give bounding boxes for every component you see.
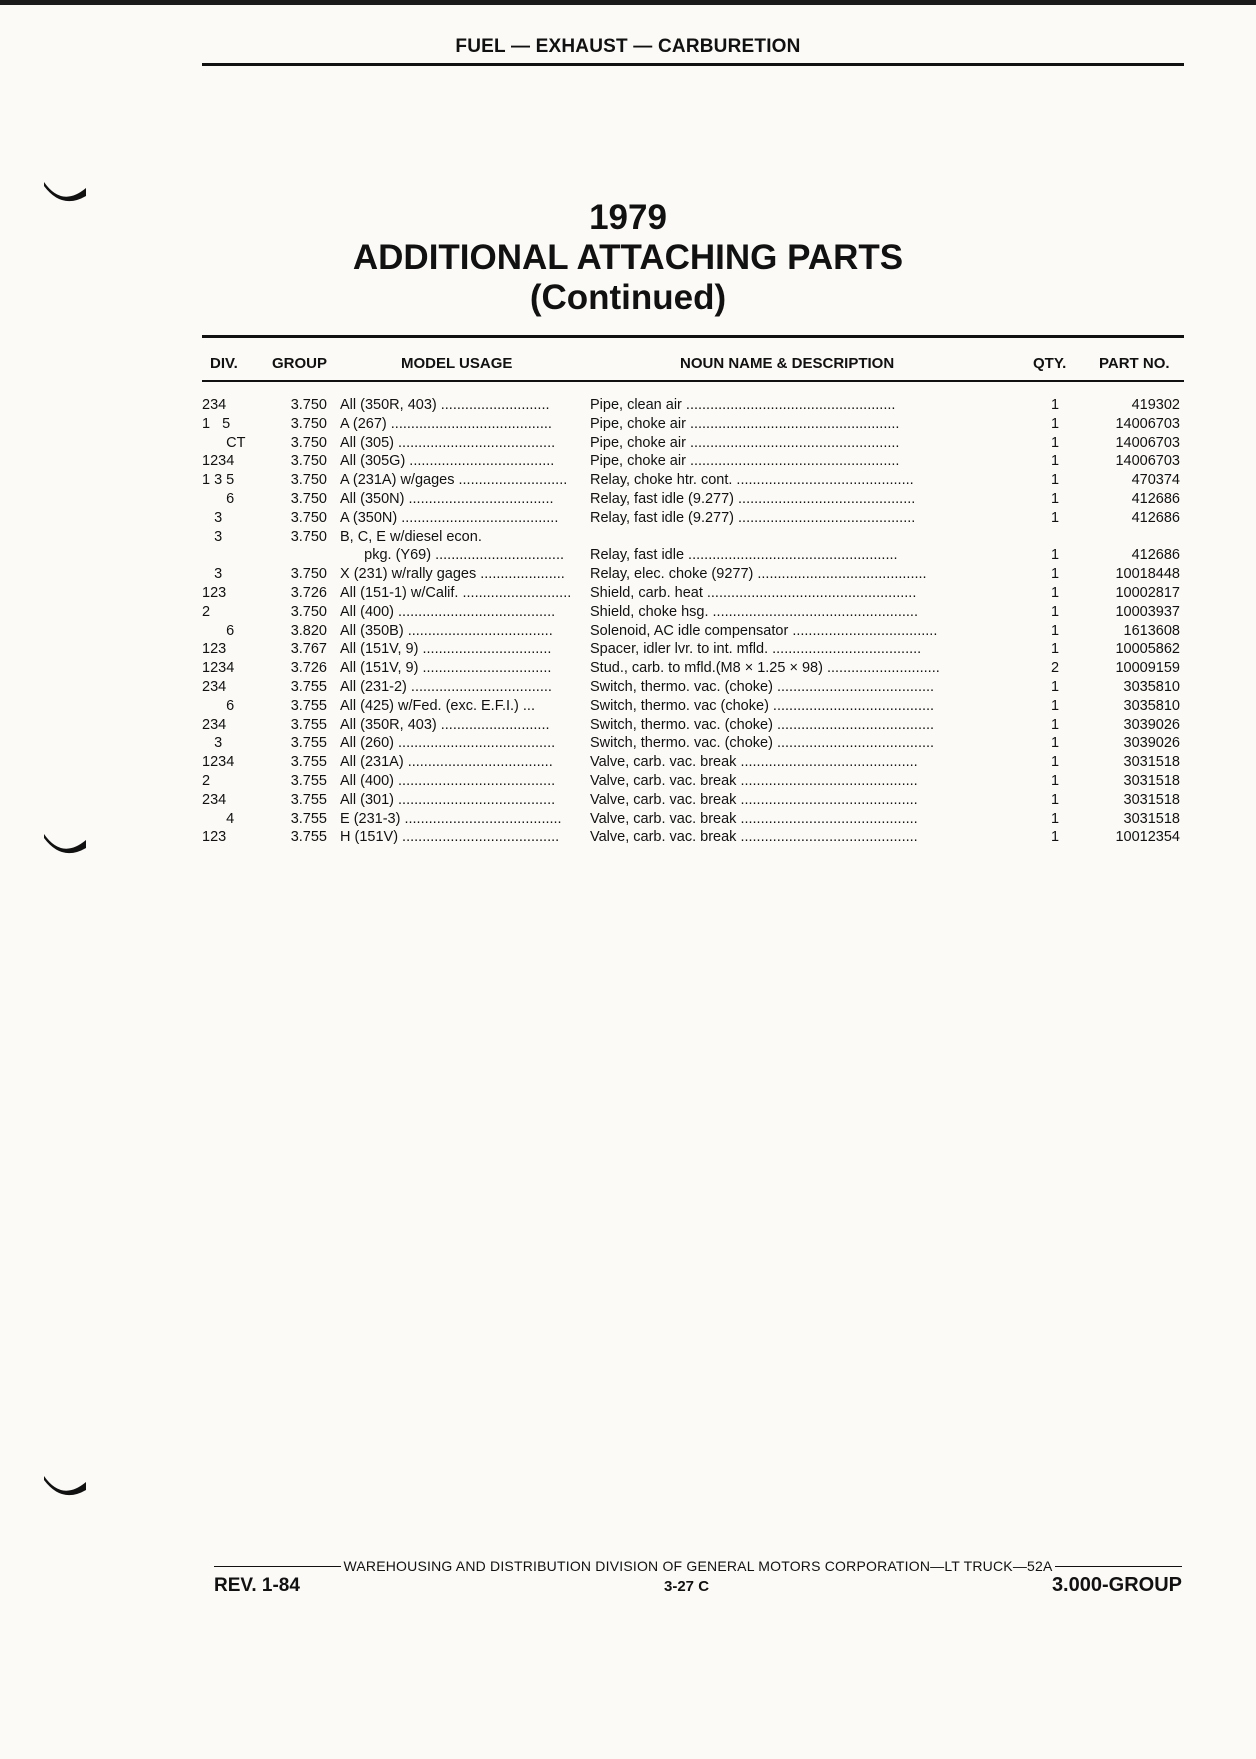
cell-description: Valve, carb. vac. break ............................................ <box>590 810 918 827</box>
table-row <box>0 697 1256 716</box>
cell-qty: 2 <box>1050 660 1060 677</box>
table-row <box>0 791 1256 810</box>
cell-model-usage: E (231-3) ....................................... <box>340 810 562 827</box>
cell-part-no: 10012354 <box>1115 829 1180 846</box>
cell-group: 3.726 <box>290 660 327 677</box>
cell-div: 1 3 5 <box>202 472 235 489</box>
cell-description: Pipe, choke air .................................................... <box>590 453 900 470</box>
cell-model-usage: X (231) w/rally gages ..................... <box>340 566 565 583</box>
cell-qty: 1 <box>1050 490 1060 507</box>
footer-page-number: 3-27 C <box>664 1578 710 1595</box>
table-row <box>0 603 1256 622</box>
table-row <box>0 528 1256 547</box>
cell-group: 3.755 <box>290 716 327 733</box>
cell-qty: 1 <box>1050 622 1060 639</box>
cell-model-usage: All (151V, 9) ................................ <box>340 641 552 658</box>
cell-part-no: 14006703 <box>1115 434 1180 451</box>
cell-model-usage: All (231A) .................................... <box>340 754 553 771</box>
cell-group: 3.750 <box>290 397 327 413</box>
cell-div: 1234 <box>202 660 235 677</box>
cell-group: 3.755 <box>290 678 327 695</box>
cell-div: CT <box>202 434 246 451</box>
cell-part-no: 10009159 <box>1115 660 1180 677</box>
cell-group: 3.755 <box>290 754 327 771</box>
footer-publisher: WAREHOUSING AND DISTRIBUTION DIVISION OF GENERAL MOTORS CORPORATION—LT TRUCK—52A <box>343 1558 1053 1574</box>
cell-div: 123 <box>202 641 227 658</box>
cell-model-usage: All (350B) .................................... <box>340 622 553 639</box>
table-row <box>0 546 1256 565</box>
cell-part-no: 3031518 <box>1123 754 1180 771</box>
cell-description: Relay, fast idle (9.277) ............................................ <box>590 509 916 526</box>
table-row <box>0 490 1256 509</box>
cell-qty: 1 <box>1050 678 1060 695</box>
page-top-edge <box>0 0 1256 5</box>
header-description: NOUN NAME & DESCRIPTION <box>680 355 895 372</box>
cell-description: Valve, carb. vac. break ............................................ <box>590 772 918 789</box>
cell-description: Switch, thermo. vac (choke) ........................................ <box>590 697 935 714</box>
cell-group: 3.820 <box>290 622 327 639</box>
cell-description: Spacer, idler lvr. to int. mfld. ..................................... <box>590 641 922 658</box>
page-title <box>0 198 1256 318</box>
cell-part-no: 14006703 <box>1115 453 1180 470</box>
cell-div: 123 <box>202 829 227 846</box>
cell-div: 3 <box>202 509 223 526</box>
cell-part-no: 412686 <box>1131 547 1180 564</box>
cell-model-usage: All (400) ....................................... <box>340 772 556 789</box>
table-row <box>0 434 1256 453</box>
cell-description: Valve, carb. vac. break ............................................ <box>590 791 918 808</box>
cell-div: 3 <box>202 528 223 545</box>
cell-group: 3.750 <box>290 490 327 507</box>
cell-description: Pipe, choke air .................................................... <box>590 434 900 451</box>
cell-qty: 1 <box>1050 434 1060 451</box>
cell-div: 234 <box>202 791 227 808</box>
cell-model-usage: All (231-2) ................................... <box>340 678 552 695</box>
table-row <box>0 415 1256 434</box>
cell-div: 4 <box>202 810 235 827</box>
table-row <box>0 734 1256 753</box>
cell-description: Relay, fast idle (9.277) ............................................ <box>590 490 916 507</box>
cell-description: Stud., carb. to mfld.(M8 × 1.25 × 98) ............................ <box>590 660 940 677</box>
table-row <box>0 622 1256 641</box>
table-row <box>0 584 1256 603</box>
footer-rule-right <box>1055 1566 1182 1567</box>
cell-part-no: 412686 <box>1131 509 1180 526</box>
table-row <box>0 471 1256 490</box>
table-row <box>0 452 1256 471</box>
cell-div: 3 <box>202 735 223 752</box>
cell-part-no: 10003937 <box>1115 603 1180 620</box>
cell-qty: 1 <box>1050 584 1060 601</box>
footer-group: 3.000-GROUP <box>1051 1574 1182 1596</box>
cell-part-no: 1613608 <box>1123 622 1180 639</box>
table-row <box>0 678 1256 697</box>
cell-group: 3.750 <box>290 509 327 526</box>
cell-group: 3.755 <box>290 772 327 789</box>
cell-qty: 1 <box>1050 791 1060 808</box>
footer-revision: REV. 1-84 <box>214 1575 300 1596</box>
cell-group: 3.726 <box>290 584 327 601</box>
cell-part-no: 3031518 <box>1123 791 1180 808</box>
cell-group: 3.750 <box>290 528 327 545</box>
cell-qty: 1 <box>1050 397 1060 413</box>
cell-model-usage: All (400) ....................................... <box>340 603 556 620</box>
cell-qty: 1 <box>1050 566 1060 583</box>
table-row <box>0 716 1256 735</box>
cell-part-no: 3035810 <box>1123 678 1180 695</box>
title-sub: (Continued) <box>529 278 727 317</box>
cell-model-usage: All (350N) .................................... <box>340 490 554 507</box>
cell-part-no: 3031518 <box>1123 810 1180 827</box>
parts-table <box>0 396 1256 847</box>
cell-model-usage: All (301) ....................................... <box>340 791 556 808</box>
cell-part-no: 10002817 <box>1115 584 1180 601</box>
cell-model-usage: pkg. (Y69) ................................ <box>340 547 565 564</box>
cell-description: Relay, fast idle .................................................... <box>590 547 898 564</box>
cell-div: 123 <box>202 584 227 601</box>
cell-div: 234 <box>202 716 227 733</box>
cell-group: 3.755 <box>290 735 327 752</box>
cell-description: Shield, choke hsg. ................................................... <box>590 603 918 620</box>
header-rule <box>202 63 1184 66</box>
cell-model-usage: All (260) ....................................... <box>340 735 556 752</box>
cell-description: Pipe, choke air .................................................... <box>590 415 900 432</box>
cell-group: 3.750 <box>290 453 327 470</box>
cell-description: Relay, elec. choke (9277) .......................................... <box>590 566 927 583</box>
table-top-rule <box>202 335 1184 338</box>
table-row <box>0 828 1256 847</box>
cell-div: 6 <box>202 697 235 714</box>
cell-qty: 1 <box>1050 810 1060 827</box>
table-row <box>0 509 1256 528</box>
cell-group: 3.755 <box>290 810 327 827</box>
header-part-no: PART NO. <box>1099 355 1170 372</box>
cell-qty: 1 <box>1050 735 1060 752</box>
cell-group: 3.750 <box>290 603 327 620</box>
cell-model-usage: B, C, E w/diesel econ. <box>340 528 482 545</box>
header-model-usage: MODEL USAGE <box>401 355 513 372</box>
cell-description: Solenoid, AC idle compensator .................................... <box>590 622 938 639</box>
cell-div: 1234 <box>202 453 235 470</box>
cell-model-usage: All (151V, 9) ................................ <box>340 660 552 677</box>
title-main: ADDITIONAL ATTACHING PARTS <box>352 238 904 277</box>
cell-group: 3.750 <box>290 566 327 583</box>
cell-div: 6 <box>202 622 235 639</box>
cell-part-no: 3039026 <box>1123 735 1180 752</box>
cell-qty: 1 <box>1050 603 1060 620</box>
cell-description: Switch, thermo. vac. (choke) ....................................... <box>590 735 935 752</box>
cell-model-usage: All (305G) .................................... <box>340 453 555 470</box>
table-row <box>0 810 1256 829</box>
table-row <box>0 753 1256 772</box>
cell-group: 3.755 <box>290 829 327 846</box>
cell-qty: 1 <box>1050 415 1060 432</box>
cell-part-no: 14006703 <box>1115 415 1180 432</box>
cell-qty: 1 <box>1050 453 1060 470</box>
running-head: FUEL — EXHAUST — CARBURETION <box>455 36 801 57</box>
cell-part-no: 3035810 <box>1123 697 1180 714</box>
cell-part-no: 3031518 <box>1123 772 1180 789</box>
cell-part-no: 10005862 <box>1115 641 1180 658</box>
cell-model-usage: All (350R, 403) ........................... <box>340 716 550 733</box>
table-header-rule <box>202 380 1184 382</box>
cell-model-usage: All (151-1) w/Calif. ........................... <box>340 584 572 601</box>
cell-part-no: 3039026 <box>1123 716 1180 733</box>
footer-rule-left <box>214 1566 341 1567</box>
cell-div: 3 <box>202 566 223 583</box>
cell-group: 3.767 <box>290 641 327 658</box>
cell-model-usage: A (231A) w/gages ........................... <box>340 472 568 489</box>
footer-publisher-line <box>214 1558 1182 1574</box>
table-row <box>0 640 1256 659</box>
cell-group: 3.750 <box>290 415 327 432</box>
cell-div: 1234 <box>202 754 235 771</box>
cell-description: Shield, carb. heat .................................................... <box>590 584 917 601</box>
cell-model-usage: A (350N) ....................................... <box>340 509 559 526</box>
cell-qty: 1 <box>1050 697 1060 714</box>
header-qty: QTY. <box>1033 355 1067 372</box>
cell-description: Valve, carb. vac. break ............................................ <box>590 829 918 846</box>
table-row <box>0 772 1256 791</box>
cell-div: 6 <box>202 490 235 507</box>
cell-div: 234 <box>202 678 227 695</box>
cell-qty: 1 <box>1050 641 1060 658</box>
cell-part-no: 10018448 <box>1115 566 1180 583</box>
cell-qty: 1 <box>1050 754 1060 771</box>
cell-div: 1 5 <box>202 415 231 432</box>
cell-description: Pipe, clean air .................................................... <box>590 397 896 413</box>
cell-part-no: 470374 <box>1131 472 1180 489</box>
cell-group: 3.750 <box>290 434 327 451</box>
cell-qty: 1 <box>1050 547 1060 564</box>
cell-description: Relay, choke htr. cont. ............................................ <box>590 472 914 489</box>
cell-description: Valve, carb. vac. break ............................................ <box>590 754 918 771</box>
cell-model-usage: H (151V) ....................................... <box>340 829 560 846</box>
cell-description: Switch, thermo. vac. (choke) ....................................... <box>590 678 935 695</box>
cell-div: 2 <box>202 772 211 789</box>
cell-description: Switch, thermo. vac. (choke) ....................................... <box>590 716 935 733</box>
header-div: DIV. <box>210 355 238 372</box>
cell-group: 3.755 <box>290 697 327 714</box>
cell-group: 3.750 <box>290 472 327 489</box>
cell-part-no: 412686 <box>1131 490 1180 507</box>
title-year: 1979 <box>589 198 667 237</box>
cell-model-usage: All (350R, 403) ........................... <box>340 397 550 413</box>
cell-qty: 1 <box>1050 509 1060 526</box>
cell-model-usage: All (305) ....................................... <box>340 434 556 451</box>
cell-model-usage: All (425) w/Fed. (exc. E.F.I.) ... <box>340 697 535 714</box>
table-row <box>0 396 1256 415</box>
cell-qty: 1 <box>1050 829 1060 846</box>
cell-div: 2 <box>202 603 211 620</box>
cell-part-no: 419302 <box>1131 397 1180 413</box>
cell-qty: 1 <box>1050 472 1060 489</box>
table-row <box>0 565 1256 584</box>
binder-hole-icon <box>42 1472 88 1500</box>
table-row <box>0 659 1256 678</box>
cell-model-usage: A (267) ........................................ <box>340 415 552 432</box>
cell-qty: 1 <box>1050 772 1060 789</box>
header-group: GROUP <box>272 355 328 372</box>
cell-group: 3.755 <box>290 791 327 808</box>
cell-qty: 1 <box>1050 716 1060 733</box>
cell-div: 234 <box>202 397 227 413</box>
